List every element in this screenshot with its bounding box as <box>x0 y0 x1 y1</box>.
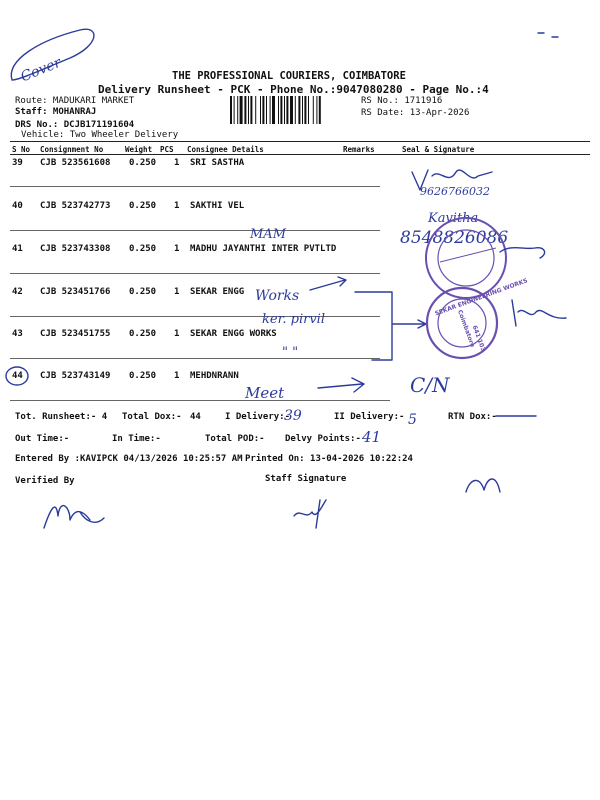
barcode-bar <box>272 96 275 124</box>
kavitha-note: Kavitha <box>428 211 479 226</box>
row-consignment: CJB 523561608 <box>40 158 111 168</box>
rtn-dox-label: RTN Dox:- <box>448 412 497 422</box>
row-pcs: 1 <box>174 201 180 211</box>
vehicle-label: Vehicle: Two Wheeler Delivery <box>21 130 179 140</box>
barcode-bar <box>260 96 261 124</box>
row-pcs: 1 <box>174 371 180 381</box>
row-sno: 42 <box>12 287 23 297</box>
signature-row-41 <box>500 248 545 258</box>
barcode-bar <box>316 96 317 124</box>
row-rule <box>10 186 380 187</box>
row-weight: 0.250 <box>129 201 157 211</box>
tot-runsheet: Tot. Runsheet:- 4 <box>15 412 108 422</box>
rs-date: RS Date: 13-Apr-2026 <box>361 108 470 118</box>
row-weight: 0.250 <box>129 329 157 339</box>
row-rule <box>10 358 380 359</box>
row-pcs: 1 <box>174 287 180 297</box>
barcode-bar <box>308 96 309 124</box>
cover-note <box>11 29 94 85</box>
barcode-bar <box>278 96 279 124</box>
row-consignee: MEHDNRANN <box>190 371 239 381</box>
seal-city: Coimbatore <box>456 309 477 349</box>
barcode-bar <box>280 96 282 124</box>
row-consignment: CJB 523451755 <box>40 329 111 339</box>
row-sno: 44 <box>12 371 23 381</box>
row-consignment: CJB 523451766 <box>40 287 111 297</box>
row-rule <box>10 273 380 274</box>
barcode-bar <box>286 96 288 124</box>
col-pcs: PCS <box>160 145 174 154</box>
barcode-bar <box>284 96 285 124</box>
runsheet-subtitle: Delivery Runsheet - PCK - Phone No.:9047080280 - Page No.:4 <box>98 83 489 96</box>
staff-signature <box>294 500 326 528</box>
in-time-label: In Time:- <box>112 434 161 444</box>
phone-note-1: 9626766032 <box>420 185 490 198</box>
company-title: THE PROFESSIONAL COURIERS, COIMBATORE <box>172 70 406 82</box>
barcode-bar <box>302 96 303 124</box>
col-consignment: Consignment No <box>40 145 104 154</box>
ker-note: ker. pirvil <box>262 312 325 327</box>
barcode-bar <box>319 96 321 124</box>
seal-pin: 641 103 <box>470 324 487 353</box>
row-consignee: SEKAR ENGG WORKS <box>190 329 277 339</box>
col-weight: Weight <box>125 145 153 154</box>
i-delivery-label: I Delivery:- <box>225 412 291 422</box>
row-rule <box>10 400 390 401</box>
barcode-bar <box>313 96 314 124</box>
route-label: Route: MADUKARI MARKET <box>15 96 135 106</box>
barcode-bar <box>240 96 243 124</box>
rs-number: RS No.: 1711916 <box>361 96 443 106</box>
row-weight: 0.250 <box>129 287 157 297</box>
table-header-rule <box>10 154 590 155</box>
tick-marks <box>538 33 558 37</box>
works-note: Works <box>255 288 300 304</box>
barcode-bar <box>234 96 235 124</box>
cover-loop <box>11 29 94 80</box>
entered-by: Entered By :KAVIPCK 04/13/2026 10:25:57 AM <box>15 454 243 464</box>
company-seal-1 <box>426 218 506 298</box>
row-consignment: CJB 523742773 <box>40 201 111 211</box>
staff-label: Staff: MOHANRAJ <box>15 107 97 117</box>
barcode-bar <box>290 96 293 124</box>
row-rule <box>10 316 380 317</box>
row-rule <box>10 230 380 231</box>
delvy-points-value: 41 <box>362 428 382 446</box>
row-sno: 40 <box>12 201 23 211</box>
row-weight: 0.250 <box>129 371 157 381</box>
col-seal: Seal & Signature <box>402 145 475 154</box>
drs-number: DRS No.: DCJB171191604 <box>15 120 135 130</box>
total-dox-label: Total Dox:- <box>122 412 182 422</box>
barcode-bar <box>266 96 267 124</box>
seal-text: SEKAR ENGINEERING WORKS <box>433 277 529 318</box>
row-consignee: SRI SASTHA <box>190 158 245 168</box>
barcode-bar <box>262 96 264 124</box>
barcode-bar <box>250 96 252 124</box>
barcode-bar <box>298 96 300 124</box>
printed-on: Printed On: 13-04-2026 10:22:24 <box>245 454 413 464</box>
row-weight: 0.250 <box>129 244 157 254</box>
verified-signature <box>44 506 104 528</box>
meet-arrow <box>318 378 364 392</box>
barcode-bar <box>295 96 296 124</box>
barcode-bar <box>230 96 232 124</box>
i-delivery-value: 39 <box>284 408 302 424</box>
barcode-bar <box>248 96 249 124</box>
verified-by-label: Verified By <box>15 476 75 486</box>
barcode-bar <box>255 96 256 124</box>
phone-note-2: 8548826086 <box>400 228 509 248</box>
row-weight: 0.250 <box>129 158 157 168</box>
total-dox-value: 44 <box>190 412 201 422</box>
col-consignee: Consignee Details <box>187 145 264 154</box>
row-consignee: MADHU JAYANTHI INTER PVTLTD <box>190 244 337 254</box>
row-pcs: 1 <box>174 244 180 254</box>
signature-row-39 <box>412 170 492 190</box>
barcode-bar <box>244 96 246 124</box>
row-pcs: 1 <box>174 329 180 339</box>
signature-row-43 <box>512 300 566 326</box>
row-sno: 39 <box>12 158 23 168</box>
barcode-bar <box>270 96 271 124</box>
row-consignee: SEKAR ENGG <box>190 287 245 297</box>
row-consignment: CJB 523743149 <box>40 371 111 381</box>
ditto-marks: " " <box>282 345 299 360</box>
cn-note: C/N <box>410 373 450 397</box>
barcode <box>230 96 358 124</box>
row-consignment: CJB 523743308 <box>40 244 111 254</box>
barcode-bar <box>304 96 306 124</box>
works-arrow <box>310 277 346 290</box>
table-top-rule <box>10 141 590 142</box>
cover-text: Cover <box>18 54 64 86</box>
mam-note: MAM <box>250 227 287 242</box>
ii-delivery-value: 5 <box>408 412 417 428</box>
row-pcs: 1 <box>174 158 180 168</box>
row-consignee: SAKTHI VEL <box>190 201 245 211</box>
row-sno: 41 <box>12 244 23 254</box>
barcode-bar <box>237 96 238 124</box>
meet-note: Meet <box>245 384 285 402</box>
scribble-initials <box>466 479 500 492</box>
delvy-points-label: Delvy Points:- <box>285 434 361 444</box>
company-seal-2 <box>427 277 529 358</box>
row-sno: 43 <box>12 329 23 339</box>
total-pod-label: Total POD:- <box>205 434 265 444</box>
col-remarks: Remarks <box>343 145 375 154</box>
col-sno: S No <box>12 145 31 154</box>
ii-delivery-label: II Delivery:- <box>334 412 405 422</box>
bracket-arrow <box>355 292 426 360</box>
staff-signature-label: Staff Signature <box>265 474 347 484</box>
out-time-label: Out Time:- <box>15 434 70 444</box>
